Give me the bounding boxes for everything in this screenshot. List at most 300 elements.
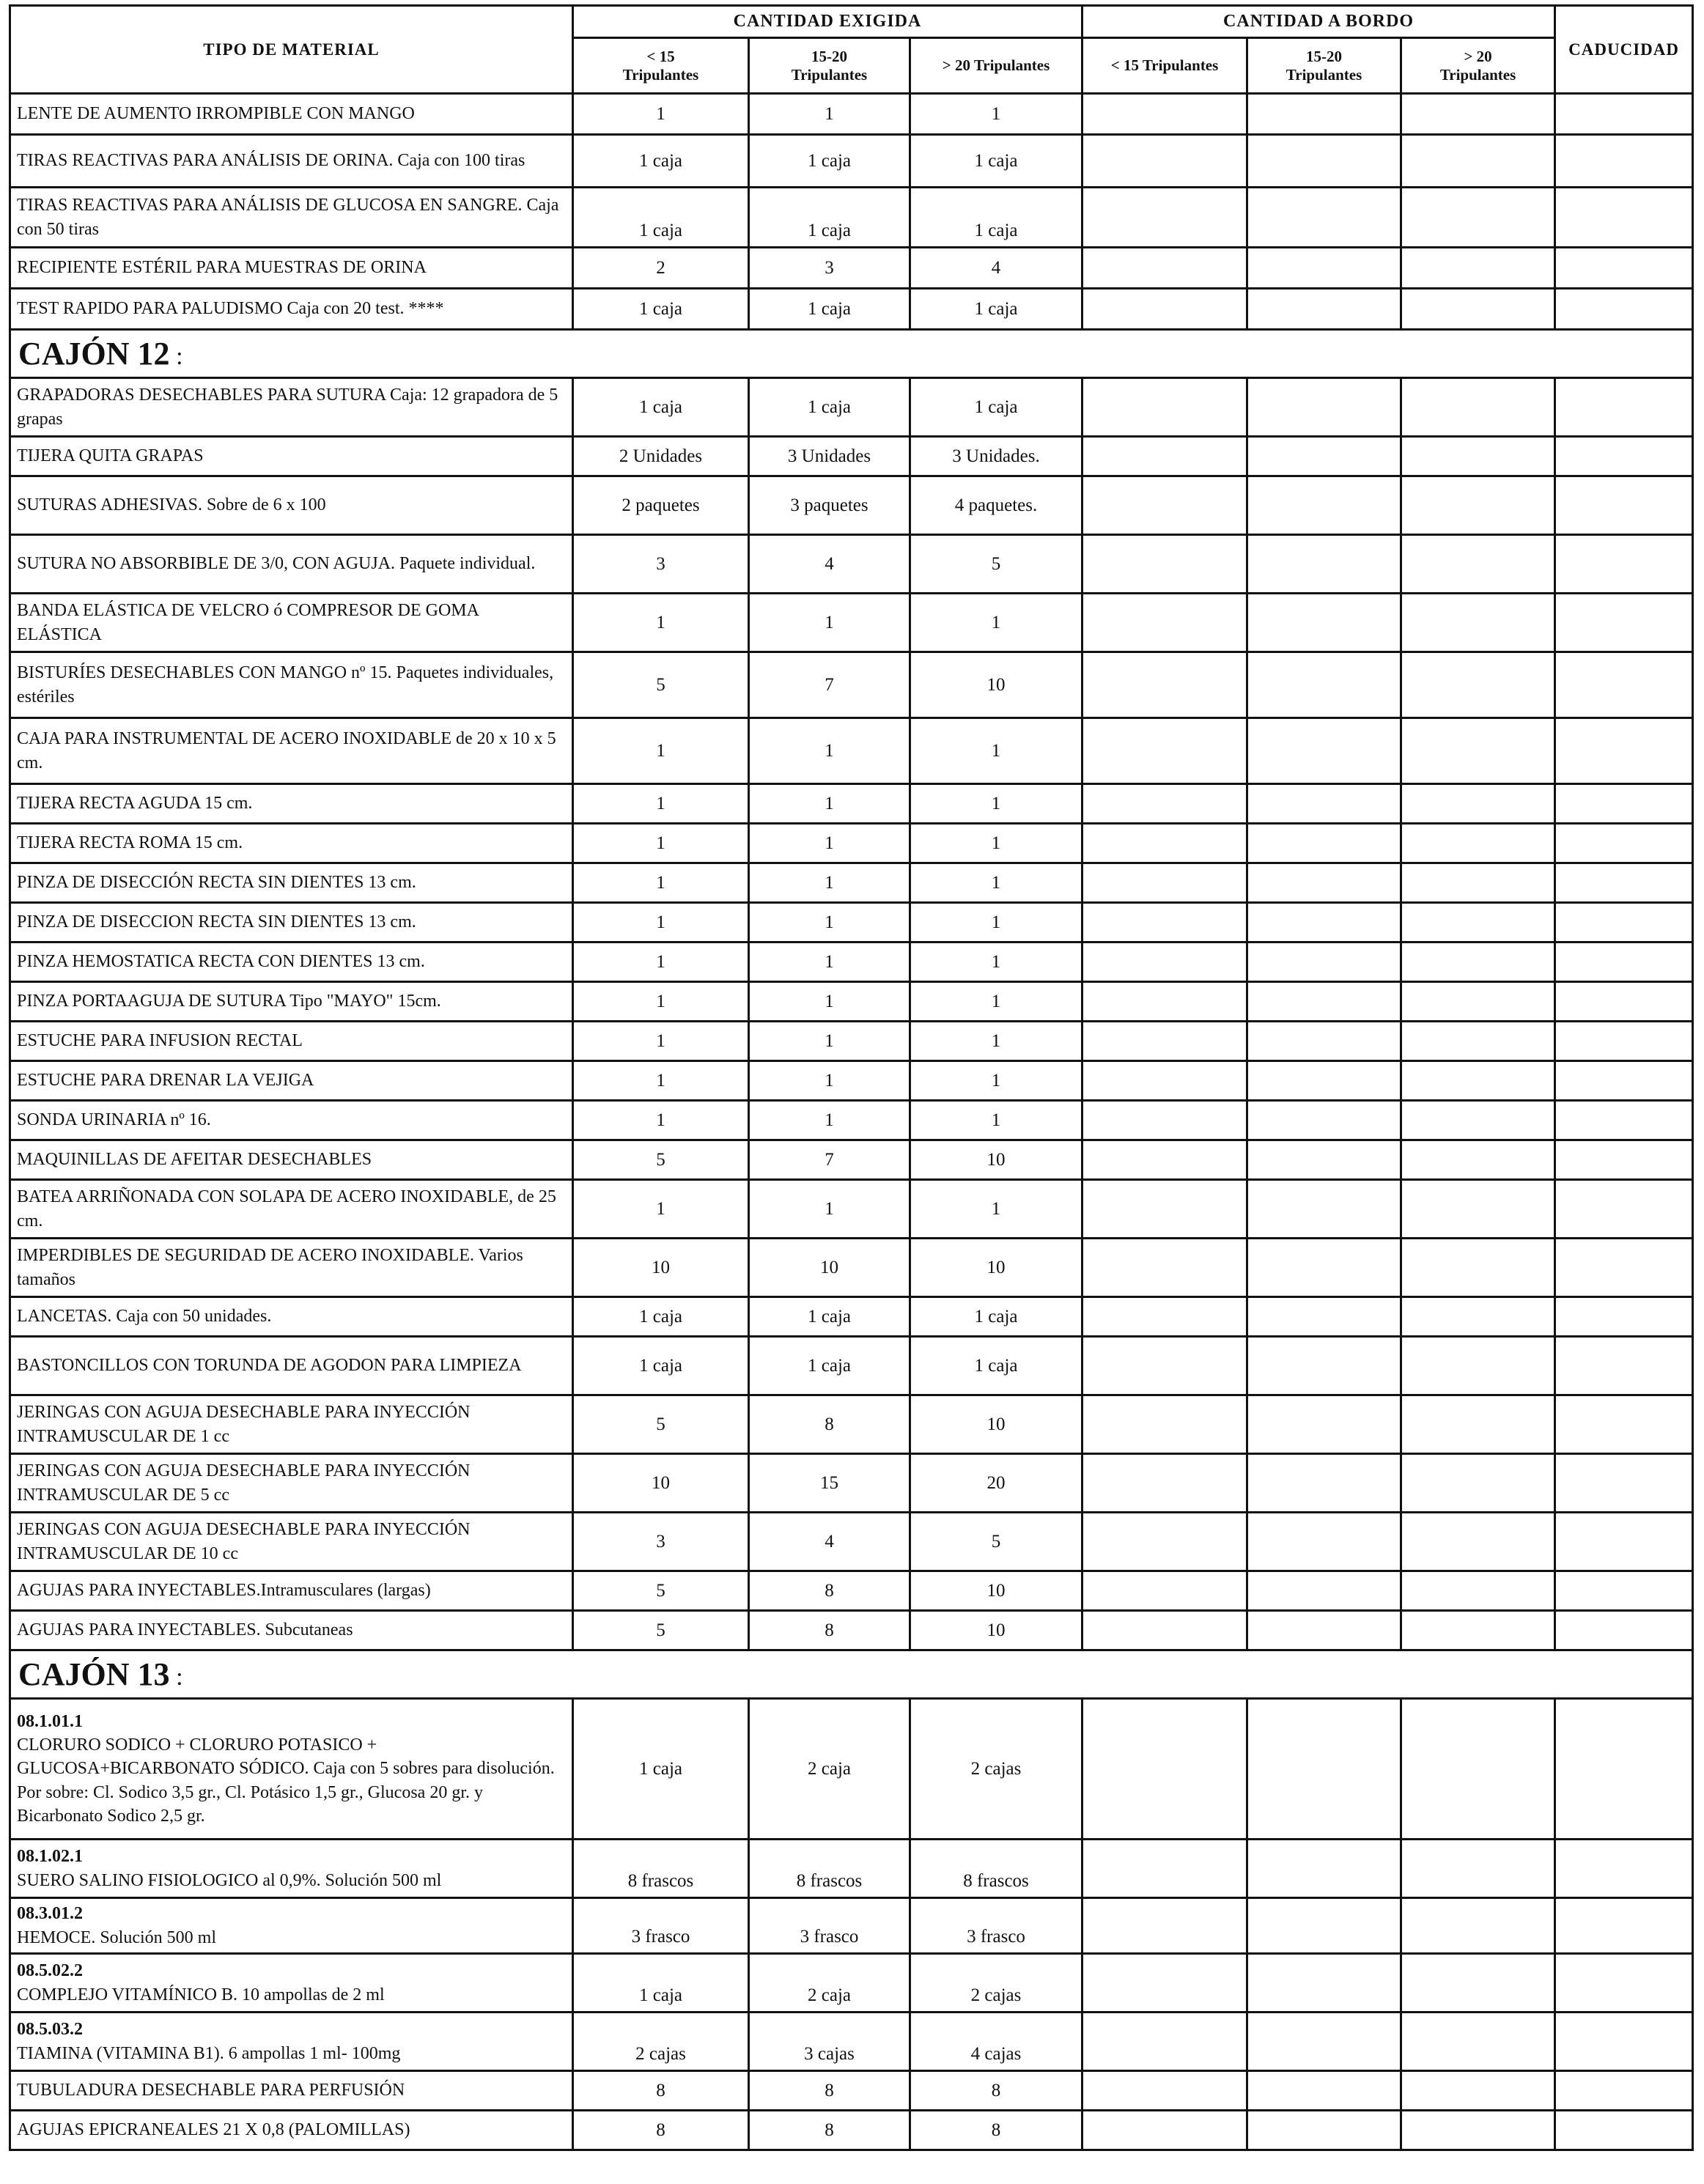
onboard-qty-cell-2[interactable] [1401,1898,1555,1954]
required-qty-1: 4 [749,1513,910,1571]
table-row [10,1699,1693,1840]
onboard-qty-cell-2[interactable] [1401,2111,1555,2150]
section-title: CAJÓN 13 [18,1656,170,1692]
required-qty-2: 8 [910,2111,1082,2150]
onboard-qty-cell-1[interactable] [1247,248,1401,289]
expiry-cell[interactable] [1555,942,1693,982]
material-name: TUBULADURA DESECHABLE PARA PERFUSIÓN [17,2081,405,2100]
onboard-col-2 [1401,38,1555,94]
onboard-qty-cell-0[interactable] [1082,289,1247,330]
onboard-qty-cell-1[interactable] [1247,1337,1401,1395]
onboard-qty-cell-2[interactable] [1401,1239,1555,1297]
onboard-qty-cell-0[interactable] [1082,784,1247,824]
material-name: BASTONCILLOS CON TORUNDA DE AGODON PARA LIMPIEZA [17,1356,522,1376]
expiry-cell[interactable] [1555,248,1693,289]
onboard-qty-cell-1[interactable] [1247,1611,1401,1650]
material-name-cell [10,1101,573,1140]
onboard-qty-cell-0[interactable] [1082,1954,1247,2013]
onboard-qty-cell-1[interactable] [1247,1513,1401,1571]
onboard-qty-cell-1[interactable] [1247,1840,1401,1898]
required-qty-0: 1 [573,1061,749,1101]
onboard-qty-cell-0[interactable] [1082,903,1247,942]
required-qty-2: 1 [910,94,1082,135]
onboard-qty-cell-0[interactable] [1082,1571,1247,1611]
material-name-cell [10,437,573,476]
onboard-qty-cell-2[interactable] [1401,1571,1555,1611]
onboard-qty-cell-0[interactable] [1082,1513,1247,1571]
expiry-cell[interactable] [1555,1611,1693,1650]
onboard-qty-cell-0[interactable] [1082,437,1247,476]
required-qty-1: 1 caja [749,289,910,330]
required-qty-0: 1 caja [573,1297,749,1337]
onboard-qty-cell-1[interactable] [1247,1454,1401,1513]
required-qty-2: 10 [910,1395,1082,1454]
table-row [10,1022,1693,1061]
material-name-cell [10,903,573,942]
onboard-qty-cell-2[interactable] [1401,1454,1555,1513]
material-name: AGUJAS PARA INYECTABLES.Intramusculares (largas) [17,1581,431,1601]
material-name: JERINGAS CON AGUJA DESECHABLE PARA INYECCIÓN INTRAMUSCULAR DE 1 cc [17,1403,471,1446]
required-qty-1: 8 [749,1571,910,1611]
required-col-2 [910,38,1082,94]
material-name-cell [10,784,573,824]
onboard-qty-cell-0[interactable] [1082,188,1247,248]
onboard-qty-cell-2[interactable] [1401,1611,1555,1650]
material-name: TIJERA QUITA GRAPAS [17,446,204,466]
onboard-qty-cell-1[interactable] [1247,718,1401,784]
onboard-qty-cell-2[interactable] [1401,1954,1555,2013]
onboard-col-2-line1: > 20 [1464,48,1492,66]
required-qty-2: 5 [910,535,1082,594]
onboard-qty-cell-1[interactable] [1247,1954,1401,2013]
table-row [10,135,1693,188]
expiry-cell[interactable] [1555,1840,1693,1898]
required-qty-1: 4 [749,535,910,594]
material-name: ESTUCHE PARA INFUSION RECTAL [17,1031,303,1051]
onboard-qty-cell-0[interactable] [1082,1180,1247,1239]
onboard-qty-cell-2[interactable] [1401,535,1555,594]
required-qty-1: 8 frascos [749,1840,910,1898]
table-row [10,1898,1693,1954]
onboard-qty-cell-0[interactable] [1082,135,1247,188]
onboard-qty-cell-1[interactable] [1247,1699,1401,1840]
table-row [10,652,1693,718]
required-qty-1: 1 [749,718,910,784]
onboard-qty-cell-0[interactable] [1082,863,1247,903]
table-row [10,1395,1693,1454]
material-name-cell [10,1022,573,1061]
material-name-cell [10,824,573,863]
required-qty-0: 1 caja [573,1337,749,1395]
onboard-qty-cell-0[interactable] [1082,1061,1247,1101]
material-name-cell [10,652,573,718]
onboard-qty-cell-2[interactable] [1401,1513,1555,1571]
required-qty-0: 3 [573,535,749,594]
onboard-qty-cell-0[interactable] [1082,1898,1247,1954]
onboard-qty-cell-1[interactable] [1247,188,1401,248]
expiry-cell[interactable] [1555,437,1693,476]
expiry-cell[interactable] [1555,476,1693,535]
onboard-qty-cell-1[interactable] [1247,535,1401,594]
table-body [10,94,1693,2150]
onboard-qty-cell-2[interactable] [1401,982,1555,1022]
required-qty-2: 3 frasco [910,1898,1082,1954]
material-name-cell [10,1454,573,1513]
expiry-cell[interactable] [1555,718,1693,784]
onboard-qty-cell-0[interactable] [1082,1699,1247,1840]
onboard-qty-cell-1[interactable] [1247,476,1401,535]
onboard-qty-cell-1[interactable] [1247,2071,1401,2111]
required-qty-1: 1 caja [749,1337,910,1395]
expiry-cell[interactable] [1555,1061,1693,1101]
material-name-cell [10,1061,573,1101]
required-qty-1: 8 [749,2071,910,2111]
material-name: PINZA PORTAAGUJA DE SUTURA Tipo "MAYO" 15cm. [17,992,441,1011]
required-qty-2: 1 [910,1101,1082,1140]
material-name: COMPLEJO VITAMÍNICO B. 10 ampollas de 2 ml [17,1985,385,2004]
expiry-cell[interactable] [1555,1454,1693,1513]
expiry-cell[interactable] [1555,982,1693,1022]
onboard-qty-cell-2[interactable] [1401,248,1555,289]
onboard-qty-cell-1[interactable] [1247,437,1401,476]
expiry-cell[interactable] [1555,94,1693,135]
material-name: RECIPIENTE ESTÉRIL PARA MUESTRAS DE ORINA [17,258,427,278]
onboard-qty-cell-1[interactable] [1247,1061,1401,1101]
required-qty-1: 1 [749,1101,910,1140]
material-name: ESTUCHE PARA DRENAR LA VEJIGA [17,1071,314,1091]
required-qty-1: 1 [749,1180,910,1239]
expiry-cell[interactable] [1555,784,1693,824]
onboard-qty-cell-0[interactable] [1082,476,1247,535]
required-qty-1: 1 [749,784,910,824]
material-name-cell [10,982,573,1022]
onboard-qty-cell-2[interactable] [1401,652,1555,718]
expiry-cell[interactable] [1555,1395,1693,1454]
onboard-qty-cell-0[interactable] [1082,2111,1247,2150]
required-qty-1: 7 [749,652,910,718]
onboard-qty-cell-0[interactable] [1082,718,1247,784]
onboard-qty-cell-0[interactable] [1082,1239,1247,1297]
onboard-qty-cell-1[interactable] [1247,594,1401,652]
required-qty-0: 1 caja [573,289,749,330]
material-table [9,4,1694,2151]
required-qty-2: 1 caja [910,135,1082,188]
material-name-cell [10,1513,573,1571]
onboard-qty-cell-0[interactable] [1082,1337,1247,1395]
expiry-cell[interactable] [1555,1022,1693,1061]
onboard-qty-cell-1[interactable] [1247,652,1401,718]
material-name-cell [10,188,573,248]
required-qty-0: 2 [573,248,749,289]
expiry-cell[interactable] [1555,1571,1693,1611]
expiry-cell[interactable] [1555,188,1693,248]
table-row [10,1101,1693,1140]
table-row [10,437,1693,476]
material-name: SUTURAS ADHESIVAS. Sobre de 6 x 100 [17,495,326,515]
onboard-qty-cell-2[interactable] [1401,784,1555,824]
table-row [10,1297,1693,1337]
onboard-qty-cell-0[interactable] [1082,2071,1247,2111]
required-qty-1: 8 [749,1611,910,1650]
header-onboard: CANTIDAD A BORDO [1082,6,1555,38]
required-qty-1: 3 Unidades [749,437,910,476]
required-qty-2: 2 cajas [910,1954,1082,2013]
onboard-qty-cell-0[interactable] [1082,982,1247,1022]
required-qty-0: 5 [573,652,749,718]
onboard-col-1 [1247,38,1401,94]
onboard-qty-cell-1[interactable] [1247,2013,1401,2071]
required-col-1 [749,38,910,94]
onboard-qty-cell-0[interactable] [1082,942,1247,982]
expiry-cell[interactable] [1555,135,1693,188]
onboard-qty-cell-2[interactable] [1401,476,1555,535]
table-row [10,824,1693,863]
required-qty-0: 1 [573,1180,749,1239]
onboard-qty-cell-0[interactable] [1082,94,1247,135]
expiry-cell[interactable] [1555,535,1693,594]
onboard-qty-cell-2[interactable] [1401,942,1555,982]
required-qty-2: 1 caja [910,378,1082,437]
required-qty-1: 3 paquetes [749,476,910,535]
onboard-qty-cell-2[interactable] [1401,188,1555,248]
material-name: TEST RAPIDO PARA PALUDISMO Caja con 20 test. **** [17,299,444,319]
expiry-cell[interactable] [1555,1180,1693,1239]
material-name-cell [10,289,573,330]
required-qty-0: 1 [573,94,749,135]
table-row [10,903,1693,942]
required-qty-2: 10 [910,1239,1082,1297]
required-qty-0: 8 frascos [573,1840,749,1898]
required-qty-2: 1 caja [910,1297,1082,1337]
required-qty-2: 1 [910,784,1082,824]
onboard-qty-cell-2[interactable] [1401,289,1555,330]
expiry-cell[interactable] [1555,2071,1693,2111]
material-name: MAQUINILLAS DE AFEITAR DESECHABLES [17,1150,372,1170]
material-name-cell [10,2111,573,2150]
expiry-cell[interactable] [1555,652,1693,718]
expiry-cell[interactable] [1555,289,1693,330]
required-qty-2: 1 caja [910,1337,1082,1395]
expiry-cell[interactable] [1555,1337,1693,1395]
required-qty-2: 10 [910,1611,1082,1650]
required-qty-1: 1 caja [749,378,910,437]
material-name: TIJERA RECTA ROMA 15 cm. [17,833,243,853]
onboard-qty-cell-0[interactable] [1082,594,1247,652]
required-qty-1: 1 [749,594,910,652]
onboard-qty-cell-0[interactable] [1082,1022,1247,1061]
material-name-cell [10,1337,573,1395]
onboard-qty-cell-2[interactable] [1401,1840,1555,1898]
required-qty-2: 2 cajas [910,1699,1082,1840]
required-qty-2: 8 [910,2071,1082,2111]
onboard-qty-cell-2[interactable] [1401,1022,1555,1061]
onboard-qty-cell-2[interactable] [1401,2013,1555,2071]
material-name: AGUJAS EPICRANEALES 21 X 0,8 (PALOMILLAS) [17,2120,410,2140]
onboard-qty-cell-2[interactable] [1401,1061,1555,1101]
section-colon: : [169,343,183,370]
expiry-cell[interactable] [1555,903,1693,942]
required-qty-2: 8 frascos [910,1840,1082,1898]
material-name: GRAPADORAS DESECHABLES PARA SUTURA Caja: 12 grapadora de 5 grapas [17,385,558,429]
onboard-qty-cell-1[interactable] [1247,2111,1401,2150]
expiry-cell[interactable] [1555,1239,1693,1297]
required-qty-2: 10 [910,652,1082,718]
material-name-cell [10,1297,573,1337]
onboard-qty-cell-2[interactable] [1401,1180,1555,1239]
expiry-cell[interactable] [1555,2111,1693,2150]
onboard-qty-cell-1[interactable] [1247,1898,1401,1954]
expiry-cell[interactable] [1555,594,1693,652]
onboard-qty-cell-2[interactable] [1401,718,1555,784]
table-row [10,1954,1693,2013]
table-row [10,1180,1693,1239]
table-row [10,535,1693,594]
material-name-cell [10,2071,573,2111]
table-row [10,188,1693,248]
onboard-col-1-line2: Tripulantes [1286,65,1362,84]
onboard-qty-cell-0[interactable] [1082,1140,1247,1180]
expiry-cell[interactable] [1555,1140,1693,1180]
required-col-0-line2: Tripulantes [622,65,699,84]
onboard-qty-cell-1[interactable] [1247,1239,1401,1297]
onboard-qty-cell-2[interactable] [1401,1101,1555,1140]
onboard-qty-cell-1[interactable] [1247,824,1401,863]
required-qty-1: 8 [749,1395,910,1454]
onboard-qty-cell-1[interactable] [1247,94,1401,135]
onboard-qty-cell-2[interactable] [1401,94,1555,135]
expiry-cell[interactable] [1555,1297,1693,1337]
expiry-cell[interactable] [1555,1898,1693,1954]
onboard-qty-cell-1[interactable] [1247,378,1401,437]
onboard-qty-cell-0[interactable] [1082,248,1247,289]
onboard-qty-cell-1[interactable] [1247,1395,1401,1454]
required-qty-0: 10 [573,1454,749,1513]
onboard-qty-cell-1[interactable] [1247,1180,1401,1239]
table-row [10,1239,1693,1297]
required-qty-1: 1 [749,1061,910,1101]
material-name-cell [10,1611,573,1650]
expiry-cell[interactable] [1555,1101,1693,1140]
onboard-qty-cell-2[interactable] [1401,1140,1555,1180]
expiry-cell[interactable] [1555,824,1693,863]
material-name: BISTURÍES DESECHABLES CON MANGO nº 15. Paquetes individuales, estériles [17,663,554,707]
required-qty-0: 1 caja [573,1699,749,1840]
material-name-cell [10,594,573,652]
required-qty-0: 2 Unidades [573,437,749,476]
material-name: SUERO SALINO FISIOLOGICO al 0,9%. Solución 500 ml [17,1870,442,1890]
onboard-qty-cell-1[interactable] [1247,784,1401,824]
onboard-qty-cell-1[interactable] [1247,903,1401,942]
header-expiry: CADUCIDAD [1555,6,1693,94]
onboard-qty-cell-1[interactable] [1247,1571,1401,1611]
onboard-qty-cell-1[interactable] [1247,942,1401,982]
table-row [10,1513,1693,1571]
required-qty-2: 20 [910,1454,1082,1513]
required-qty-1: 1 [749,824,910,863]
onboard-qty-cell-2[interactable] [1401,135,1555,188]
onboard-qty-cell-0[interactable] [1082,824,1247,863]
expiry-cell[interactable] [1555,863,1693,903]
onboard-qty-cell-0[interactable] [1082,652,1247,718]
onboard-qty-cell-1[interactable] [1247,863,1401,903]
onboard-qty-cell-2[interactable] [1401,903,1555,942]
expiry-cell[interactable] [1555,1699,1693,1840]
onboard-qty-cell-1[interactable] [1247,1140,1401,1180]
onboard-qty-cell-2[interactable] [1401,1699,1555,1840]
table-row [10,1611,1693,1650]
required-qty-0: 3 [573,1513,749,1571]
onboard-qty-cell-0[interactable] [1082,1611,1247,1650]
required-qty-2: 1 caja [910,289,1082,330]
required-qty-0: 1 [573,982,749,1022]
onboard-qty-cell-0[interactable] [1082,1840,1247,1898]
required-qty-2: 10 [910,1571,1082,1611]
required-qty-1: 3 cajas [749,2013,910,2071]
required-qty-2: 1 [910,903,1082,942]
expiry-cell[interactable] [1555,2013,1693,2071]
onboard-qty-cell-1[interactable] [1247,289,1401,330]
onboard-qty-cell-1[interactable] [1247,1101,1401,1140]
onboard-qty-cell-0[interactable] [1082,1297,1247,1337]
onboard-qty-cell-2[interactable] [1401,2071,1555,2111]
onboard-qty-cell-0[interactable] [1082,2013,1247,2071]
required-qty-2: 1 [910,1061,1082,1101]
expiry-cell[interactable] [1555,1513,1693,1571]
table-row [10,1337,1693,1395]
material-code: 08.1.01.1 [17,1711,83,1731]
material-name-cell [10,1180,573,1239]
table-row [10,594,1693,652]
required-qty-2: 1 caja [910,188,1082,248]
onboard-qty-cell-2[interactable] [1401,594,1555,652]
onboard-qty-cell-2[interactable] [1401,437,1555,476]
onboard-qty-cell-2[interactable] [1401,824,1555,863]
onboard-qty-cell-2[interactable] [1401,1395,1555,1454]
required-qty-1: 2 caja [749,1699,910,1840]
required-qty-0: 1 [573,903,749,942]
onboard-qty-cell-2[interactable] [1401,1337,1555,1395]
expiry-cell[interactable] [1555,378,1693,437]
onboard-qty-cell-0[interactable] [1082,1101,1247,1140]
onboard-qty-cell-2[interactable] [1401,863,1555,903]
material-name: PINZA HEMOSTATICA RECTA CON DIENTES 13 cm. [17,952,425,972]
section-heading [10,1650,1693,1699]
onboard-qty-cell-2[interactable] [1401,1297,1555,1337]
material-name-cell [10,94,573,135]
required-qty-1: 7 [749,1140,910,1180]
required-qty-1: 1 [749,942,910,982]
material-name-cell [10,1239,573,1297]
material-name-cell [10,718,573,784]
required-qty-0: 1 [573,1022,749,1061]
required-qty-2: 5 [910,1513,1082,1571]
required-qty-0: 1 [573,718,749,784]
table-row [10,718,1693,784]
onboard-qty-cell-1[interactable] [1247,135,1401,188]
required-col-1-line2: Tripulantes [791,65,868,84]
expiry-cell[interactable] [1555,1954,1693,2013]
onboard-qty-cell-0[interactable] [1082,378,1247,437]
onboard-qty-cell-2[interactable] [1401,378,1555,437]
section-heading [10,330,1693,378]
onboard-qty-cell-0[interactable] [1082,535,1247,594]
onboard-qty-cell-0[interactable] [1082,1454,1247,1513]
onboard-qty-cell-0[interactable] [1082,1395,1247,1454]
onboard-qty-cell-1[interactable] [1247,1297,1401,1337]
required-qty-0: 2 cajas [573,2013,749,2071]
onboard-qty-cell-1[interactable] [1247,1022,1401,1061]
onboard-qty-cell-1[interactable] [1247,982,1401,1022]
